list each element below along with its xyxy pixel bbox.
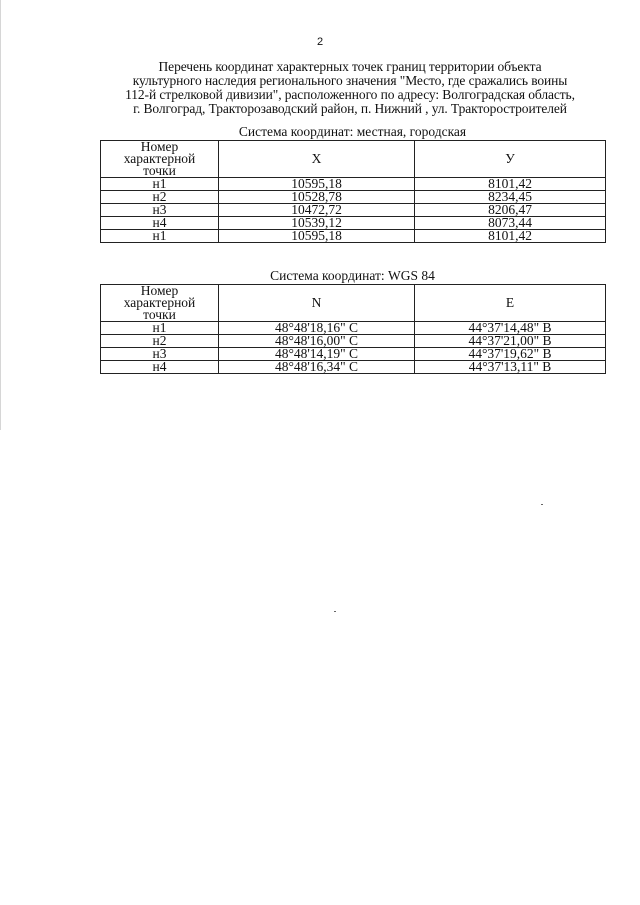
- x-cell: 10539,12: [219, 217, 415, 230]
- table-header-row: [101, 141, 606, 178]
- table-row: [101, 361, 606, 374]
- e-header: E: [415, 285, 606, 322]
- y-cell: 8101,42: [415, 230, 606, 243]
- scan-speck: [541, 504, 543, 505]
- point-cell: н1: [101, 230, 219, 243]
- x-cell: 10595,18: [219, 230, 415, 243]
- longitude-cell: 44°37'19,62" В: [415, 348, 606, 361]
- latitude-cell: 48°48'18,16" С: [219, 322, 415, 335]
- scan-edge-line: [0, 0, 1, 430]
- heading-line: Перечень координат характерных точек границ территории объекта: [158, 59, 542, 74]
- x-cell: 10595,18: [219, 178, 415, 191]
- wgs84-coordinates-table: [100, 284, 606, 374]
- header-line: характерной: [123, 295, 196, 310]
- header-line: точки: [143, 307, 176, 322]
- latitude-cell: 48°48'14,19" С: [219, 348, 415, 361]
- point-number-header: [101, 285, 219, 322]
- header-line: Номер: [140, 283, 179, 298]
- x-cell: 10528,78: [219, 191, 415, 204]
- heading-line: 112-й стрелковой дивизии", расположенного по адресу: Волгоградская область,: [125, 87, 575, 102]
- page-number: 2: [316, 36, 324, 48]
- y-header: У: [415, 141, 606, 178]
- scan-speck: [334, 611, 336, 612]
- point-cell: н2: [101, 191, 219, 204]
- n-header: N: [219, 285, 415, 322]
- y-cell: 8206,47: [415, 204, 606, 217]
- point-cell: н4: [101, 217, 219, 230]
- latitude-cell: 48°48'16,34" С: [219, 361, 415, 374]
- table-header-row: [101, 285, 606, 322]
- longitude-cell: 44°37'21,00" В: [415, 335, 606, 348]
- wgs84-coordinates-caption: Система координат: WGS 84: [270, 268, 435, 283]
- header-line: Номер: [140, 139, 179, 154]
- x-cell: 10472,72: [219, 204, 415, 217]
- local-coordinates-caption: Система координат: местная, городская: [238, 124, 467, 139]
- point-cell: н3: [101, 204, 219, 217]
- y-cell: 8101,42: [415, 178, 606, 191]
- longitude-cell: 44°37'13,11" В: [415, 361, 606, 374]
- document-heading: [90, 60, 610, 116]
- table-row: [101, 230, 606, 243]
- header-line: точки: [143, 163, 176, 178]
- x-header: X: [219, 141, 415, 178]
- point-number-header: [101, 141, 219, 178]
- longitude-cell: 44°37'14,48" В: [415, 322, 606, 335]
- y-cell: 8073,44: [415, 217, 606, 230]
- heading-line: культурного наследия регионального значения "Место, где сражались воины: [132, 73, 568, 88]
- point-cell: н3: [101, 348, 219, 361]
- point-cell: н4: [101, 361, 219, 374]
- point-cell: н1: [101, 178, 219, 191]
- header-line: характерной: [123, 151, 196, 166]
- latitude-cell: 48°48'16,00" С: [219, 335, 415, 348]
- local-coordinates-table: [100, 140, 606, 243]
- heading-line: г. Волгоград, Тракторозаводский район, п. Нижний , ул. Тракторостроителей: [133, 101, 567, 116]
- point-cell: н1: [101, 322, 219, 335]
- point-cell: н2: [101, 335, 219, 348]
- y-cell: 8234,45: [415, 191, 606, 204]
